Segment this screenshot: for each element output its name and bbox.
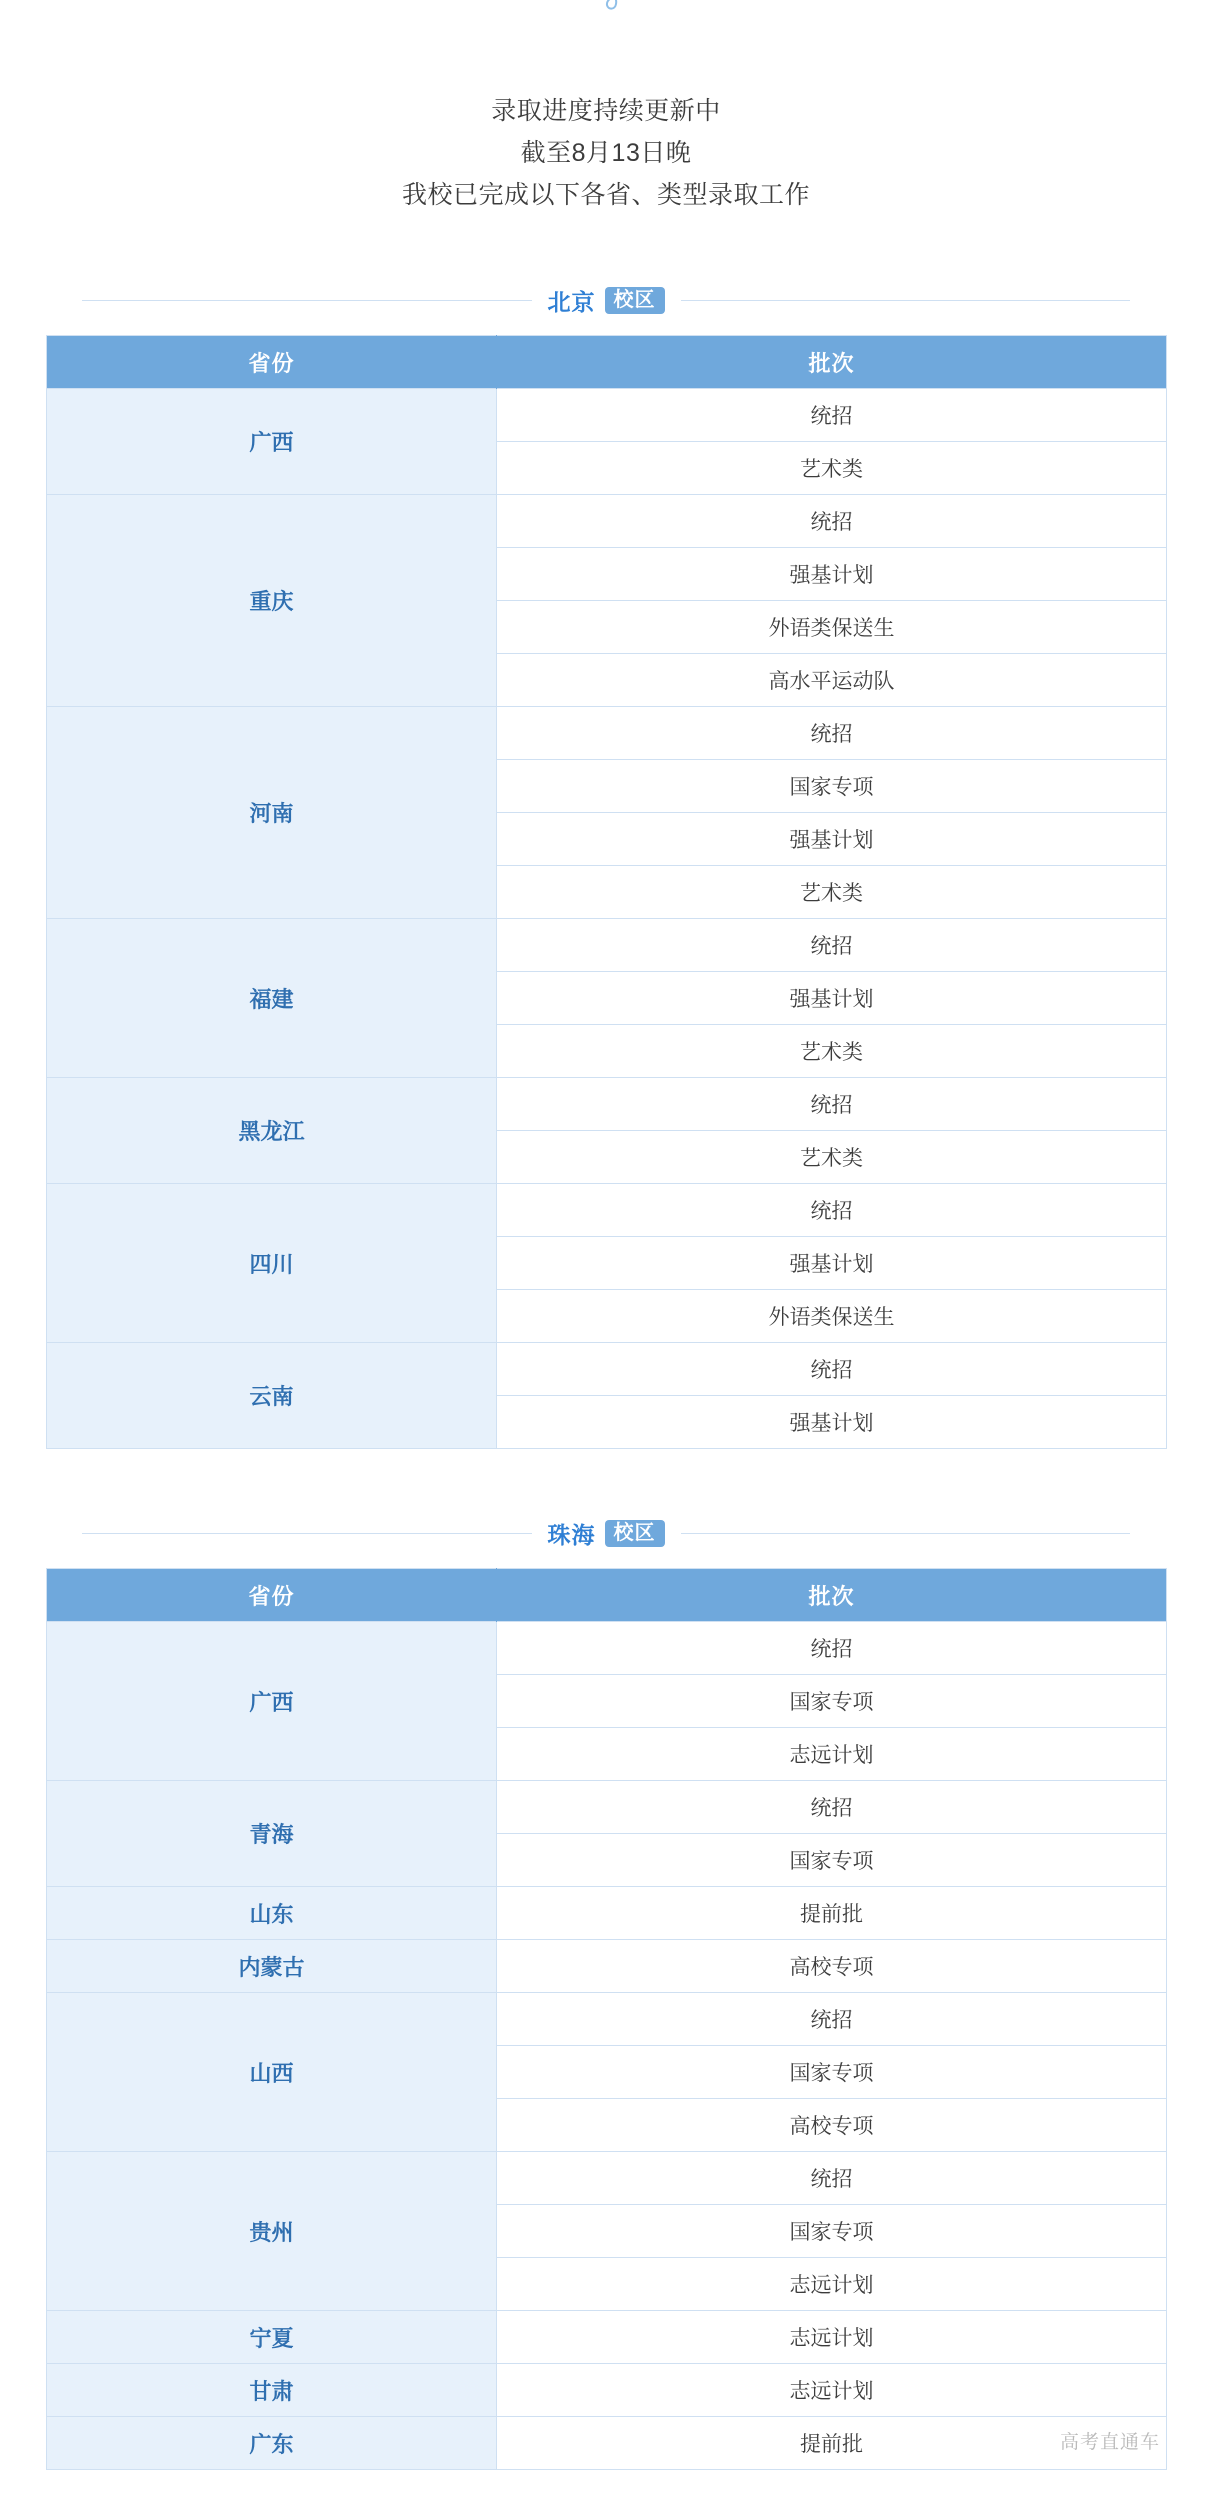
table-row (47, 2364, 1167, 2417)
table-row (47, 2417, 1167, 2470)
table-row (47, 389, 1167, 442)
province-cell: 云南 (47, 1343, 497, 1449)
campus-badge: 校区 (605, 287, 665, 314)
batch-cell: 艺术类 (497, 1131, 1167, 1184)
batch-cell: 外语类保送生 (497, 601, 1167, 654)
admission-progress-table (46, 335, 1167, 1449)
batch-cell: 强基计划 (497, 1396, 1167, 1449)
batch-cell: 外语类保送生 (497, 1290, 1167, 1343)
province-cell: 山西 (47, 1993, 497, 2152)
province-cell: 重庆 (47, 495, 497, 707)
province-cell: 甘肃 (47, 2364, 497, 2417)
intro-line-3: 我校已完成以下各省、类型录取工作 (401, 181, 810, 209)
table-row (47, 2311, 1167, 2364)
table-row (47, 1887, 1167, 1940)
heading-rule-left (82, 1533, 532, 1534)
province-cell: 宁夏 (47, 2311, 497, 2364)
intro-text-block (46, 90, 1166, 216)
table-row (47, 1993, 1167, 2046)
batch-cell: 高水平运动队 (497, 654, 1167, 707)
batch-cell: 国家专项 (497, 1675, 1167, 1728)
province-cell: 黑龙江 (47, 1078, 497, 1184)
batch-cell: 高校专项 (497, 1940, 1167, 1993)
batch-cell: 志远计划 (497, 2364, 1167, 2417)
batch-cell: 统招 (497, 707, 1167, 760)
watermark: 高考直通车 (1059, 2432, 1160, 2453)
table-row (47, 495, 1167, 548)
province-cell: 福建 (47, 919, 497, 1078)
batch-cell: 志远计划 (497, 2311, 1167, 2364)
column-header-province: 省份 (47, 1569, 497, 1622)
section-city-name: 珠海 (547, 1522, 596, 1548)
batch-cell: 统招 (497, 919, 1167, 972)
table-row (47, 1078, 1167, 1131)
section-heading (46, 284, 1166, 317)
batch-cell: 统招 (497, 2152, 1167, 2205)
batch-cell: 志远计划 (497, 1728, 1167, 1781)
batch-cell: 统招 (497, 1184, 1167, 1237)
heading-rule-right (681, 1533, 1131, 1534)
table-row (47, 1781, 1167, 1834)
batch-cell: 高校专项 (497, 2099, 1167, 2152)
province-cell: 河南 (47, 707, 497, 919)
batch-cell: 提前批 (497, 2417, 1167, 2470)
column-header-batch: 批次 (497, 1569, 1167, 1622)
column-header-province: 省份 (47, 336, 497, 389)
campus-badge: 校区 (605, 1520, 665, 1547)
decorative-swirl-ornament (46, 0, 1166, 30)
table-row (47, 1184, 1167, 1237)
province-cell: 广西 (47, 389, 497, 495)
batch-cell: 强基计划 (497, 972, 1167, 1025)
batch-cell: 统招 (497, 1078, 1167, 1131)
batch-cell: 国家专项 (497, 1834, 1167, 1887)
heading-rule-right (681, 300, 1131, 301)
batch-cell: 强基计划 (497, 1237, 1167, 1290)
province-cell: 山东 (47, 1887, 497, 1940)
table-row (47, 1343, 1167, 1396)
batch-cell: 统招 (497, 1993, 1167, 2046)
heading-label-wrap (548, 284, 665, 317)
province-cell: 内蒙古 (47, 1940, 497, 1993)
column-header-batch: 批次 (497, 336, 1167, 389)
batch-cell: 艺术类 (497, 442, 1167, 495)
batch-cell: 统招 (497, 389, 1167, 442)
table-header-row (47, 1569, 1167, 1622)
table-row (47, 707, 1167, 760)
province-cell: 四川 (47, 1184, 497, 1343)
province-cell: 青海 (47, 1781, 497, 1887)
table-header-row (47, 336, 1167, 389)
batch-cell: 国家专项 (497, 2205, 1167, 2258)
table-row (47, 1940, 1167, 1993)
batch-cell: 艺术类 (497, 1025, 1167, 1078)
intro-line-1: 录取进度持续更新中 (491, 97, 721, 125)
batch-cell: 统招 (497, 1781, 1167, 1834)
table-row (47, 1622, 1167, 1675)
table-row (47, 2152, 1167, 2205)
batch-cell: 强基计划 (497, 813, 1167, 866)
batch-cell: 艺术类 (497, 866, 1167, 919)
batch-cell: 强基计划 (497, 548, 1167, 601)
batch-cell: 国家专项 (497, 760, 1167, 813)
batch-cell: 志远计划 (497, 2258, 1167, 2311)
table-row (47, 919, 1167, 972)
province-cell: 广东 (47, 2417, 497, 2470)
intro-line-2: 截至8月13日晚 (520, 139, 692, 167)
admission-progress-table (46, 1568, 1167, 2470)
batch-cell: 统招 (497, 1622, 1167, 1675)
batch-cell: 提前批 (497, 1887, 1167, 1940)
heading-label-wrap (548, 1517, 665, 1550)
province-cell: 广西 (47, 1622, 497, 1781)
section-heading (46, 1517, 1166, 1550)
batch-cell: 统招 (497, 495, 1167, 548)
province-cell: 贵州 (47, 2152, 497, 2311)
sections-root (46, 284, 1166, 2470)
batch-cell: 国家专项 (497, 2046, 1167, 2099)
section-city-name: 北京 (547, 289, 596, 315)
heading-rule-left (82, 300, 532, 301)
batch-cell: 统招 (497, 1343, 1167, 1396)
